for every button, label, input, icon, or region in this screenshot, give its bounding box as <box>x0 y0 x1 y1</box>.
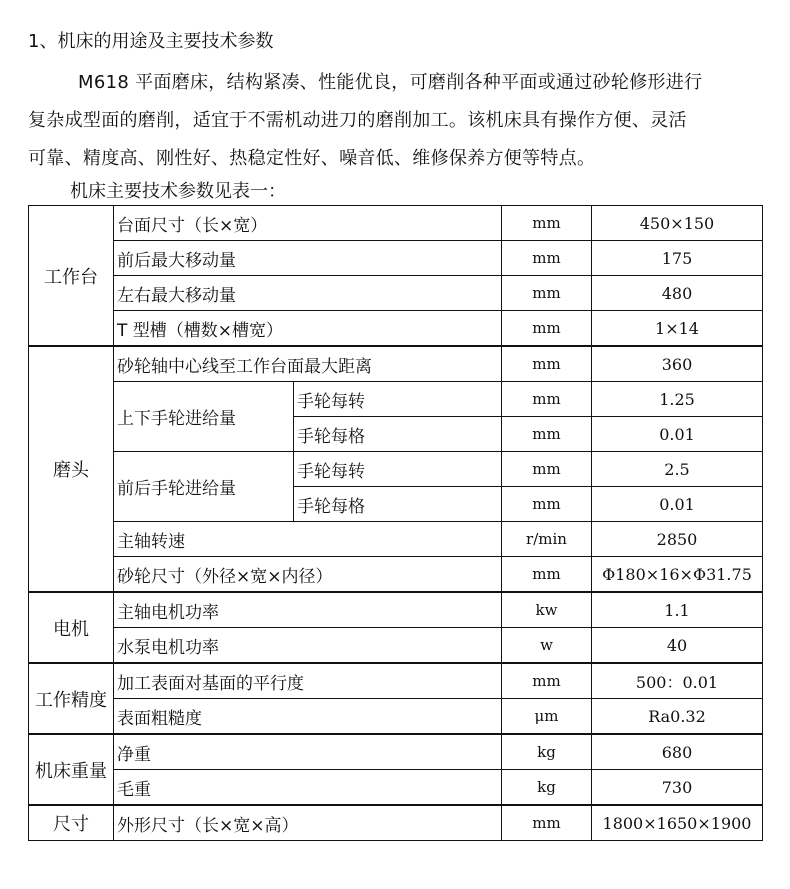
intro-paragraph <box>28 64 768 178</box>
table-row <box>29 770 763 806</box>
group-label-size: 尺寸 <box>29 805 114 841</box>
param-subname: 手轮每转 <box>294 382 502 417</box>
param-unit: mm <box>502 487 592 522</box>
param-unit: kg <box>502 770 592 806</box>
param-name: T 型槽（槽数×槽宽） <box>114 311 502 347</box>
table-row <box>29 805 763 841</box>
param-value: 480 <box>592 276 763 311</box>
param-name: 外形尺寸（长×宽×高） <box>114 805 502 841</box>
intro-line-1: M618 平面磨床，结构紧凑、性能优良，可磨削各种平面或通过砂轮修形进行 <box>78 72 703 93</box>
group-label-motor: 电机 <box>29 592 114 663</box>
param-value: 175 <box>592 241 763 276</box>
param-name: 主轴电机功率 <box>114 592 502 628</box>
table-row <box>29 522 763 557</box>
param-name: 主轴转速 <box>114 522 502 557</box>
param-name: 毛重 <box>114 770 502 806</box>
param-value: 360 <box>592 346 763 382</box>
table-row <box>29 276 763 311</box>
param-value: 40 <box>592 628 763 664</box>
table-row <box>29 734 763 770</box>
param-value: 1.25 <box>592 382 763 417</box>
param-value: Φ180×16×Φ31.75 <box>592 557 763 593</box>
param-unit: mm <box>502 557 592 593</box>
table-row <box>29 206 763 241</box>
param-name: 砂轮轴中心线至工作台面最大距离 <box>114 346 502 382</box>
param-value: 2850 <box>592 522 763 557</box>
param-value: 2.5 <box>592 452 763 487</box>
table-caption: 机床主要技术参数见表一： <box>70 181 286 202</box>
group-label-worktable: 工作台 <box>29 206 114 347</box>
param-value: 1800×1650×1900 <box>592 805 763 841</box>
spec-table <box>28 205 763 841</box>
param-value: 680 <box>592 734 763 770</box>
table-row <box>29 699 763 735</box>
param-name: 水泵电机功率 <box>114 628 502 664</box>
param-unit: mm <box>502 241 592 276</box>
param-unit: mm <box>502 346 592 382</box>
table-row <box>29 663 763 699</box>
param-name: 左右最大移动量 <box>114 276 502 311</box>
param-unit: kw <box>502 592 592 628</box>
param-value: 1.1 <box>592 592 763 628</box>
table-row <box>29 592 763 628</box>
param-value: 500：0.01 <box>592 663 763 699</box>
param-unit: mm <box>502 417 592 452</box>
table-row <box>29 557 763 593</box>
table-row <box>29 382 763 417</box>
table-row <box>29 346 763 382</box>
table-row <box>29 311 763 347</box>
param-unit: r/min <box>502 522 592 557</box>
param-name: 台面尺寸（长×宽） <box>114 206 502 241</box>
param-unit: mm <box>502 276 592 311</box>
table-row <box>29 628 763 664</box>
param-unit: mm <box>502 663 592 699</box>
param-unit: mm <box>502 452 592 487</box>
param-unit: mm <box>502 382 592 417</box>
param-name: 前后手轮进给量 <box>114 452 294 522</box>
param-name: 净重 <box>114 734 502 770</box>
param-unit: kg <box>502 734 592 770</box>
param-unit: mm <box>502 805 592 841</box>
param-value: 0.01 <box>592 487 763 522</box>
param-subname: 手轮每格 <box>294 417 502 452</box>
param-name: 表面粗糙度 <box>114 699 502 735</box>
param-subname: 手轮每格 <box>294 487 502 522</box>
table-row <box>29 241 763 276</box>
group-label-precision: 工作精度 <box>29 663 114 734</box>
param-name: 上下手轮进给量 <box>114 382 294 452</box>
param-unit: mm <box>502 311 592 347</box>
param-unit: μm <box>502 699 592 735</box>
param-unit: w <box>502 628 592 664</box>
param-subname: 手轮每转 <box>294 452 502 487</box>
intro-line-2: 复杂成型面的磨削，适宜于不需机动进刀的磨削加工。该机床具有操作方便、灵活 <box>28 110 687 131</box>
table-row <box>29 452 763 487</box>
group-label-grinding-head: 磨头 <box>29 346 114 592</box>
param-value: Ra0.32 <box>592 699 763 735</box>
param-name: 前后最大移动量 <box>114 241 502 276</box>
param-name: 砂轮尺寸（外径×宽×内径） <box>114 557 502 593</box>
intro-line-3: 可靠、精度高、刚性好、热稳定性好、噪音低、维修保养方便等特点。 <box>28 148 596 169</box>
param-value: 450×150 <box>592 206 763 241</box>
param-value: 1×14 <box>592 311 763 347</box>
group-label-weight: 机床重量 <box>29 734 114 805</box>
param-name: 加工表面对基面的平行度 <box>114 663 502 699</box>
section-heading: 1、机床的用途及主要技术参数 <box>28 31 274 52</box>
param-unit: mm <box>502 206 592 241</box>
param-value: 730 <box>592 770 763 806</box>
param-value: 0.01 <box>592 417 763 452</box>
